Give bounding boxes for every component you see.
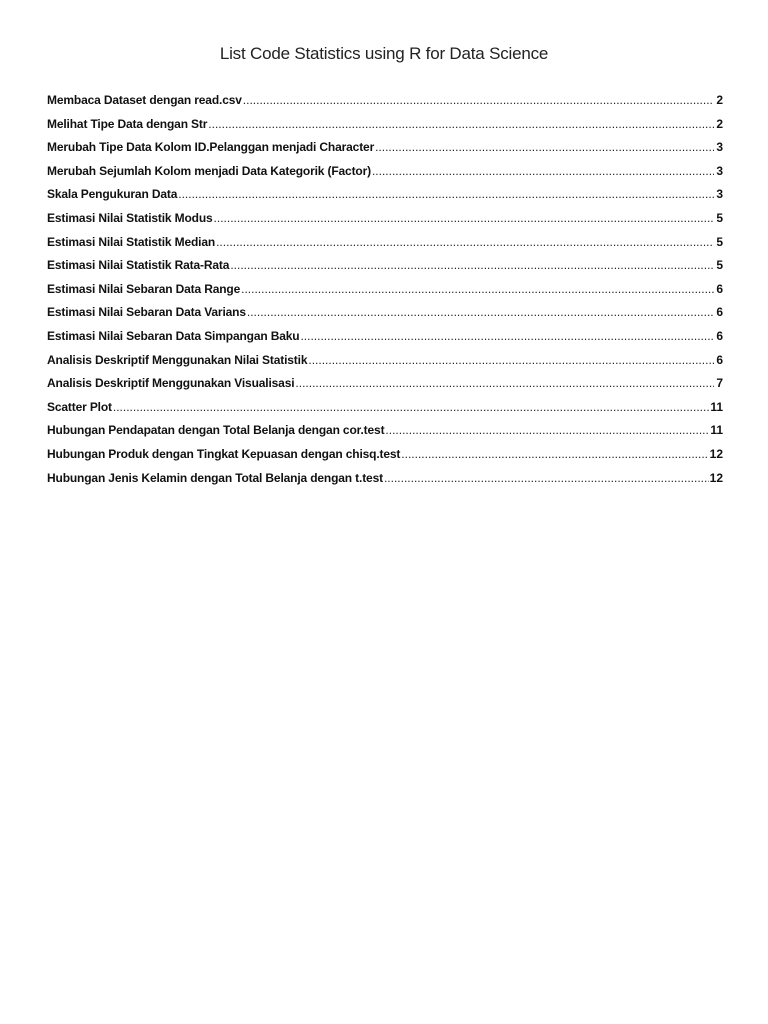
toc-entry-label: Merubah Sejumlah Kolom menjadi Data Kategorik (Factor) [47,163,371,178]
toc-entry[interactable] [47,258,723,282]
toc-entry-label: Estimasi Nilai Sebaran Data Varians [47,305,246,320]
toc-dot-leader [216,235,714,249]
toc-entry-label: Estimasi Nilai Sebaran Data Simpangan Baku [47,328,300,343]
toc-entry-label: Merubah Tipe Data Kolom ID.Pelanggan menjadi Character [47,140,375,155]
toc-entry-page: 11 [710,399,723,414]
toc-entry[interactable] [47,423,723,447]
toc-dot-leader [295,376,714,390]
toc-entry[interactable] [47,187,723,211]
toc-entry-page: 3 [716,163,723,178]
toc-entry-label: Estimasi Nilai Statistik Rata-Rata [47,258,230,273]
toc-entry-page: 12 [709,470,723,485]
document-title: List Code Statistics using R for Data Science [219,44,549,63]
toc-dot-leader [113,400,709,414]
toc-entry-page: 6 [716,352,723,367]
toc-dot-leader [401,447,708,461]
toc-entry[interactable] [47,305,723,329]
toc-dot-leader [308,353,714,367]
toc-entry[interactable] [47,329,723,353]
toc-dot-leader [241,282,714,296]
toc-entry-label: Melihat Tipe Data dengan Str [47,116,208,131]
toc-entry-label: Estimasi Nilai Sebaran Data Range [47,281,241,296]
toc-entry-page: 11 [710,423,723,438]
toc-entry[interactable] [47,235,723,259]
toc-entry-page: 5 [716,258,723,273]
toc-entry-page: 12 [709,446,723,461]
toc-dot-leader [230,258,714,272]
toc-entry-label: Hubungan Jenis Kelamin dengan Total Belanja dengan t.test [47,470,383,485]
toc-entry-page: 6 [716,328,723,343]
toc-entry[interactable] [47,353,723,377]
toc-entry-label: Membaca Dataset dengan read.csv [47,93,242,107]
toc-entry[interactable] [47,211,723,235]
toc-entry-page: 7 [716,376,723,391]
toc-dot-leader [372,164,714,178]
toc-entry-label: Analisis Deskriptif Menggunakan Visualisasi [47,376,295,391]
toc-dot-leader [375,140,714,154]
toc-dot-leader [214,211,714,225]
toc-entry[interactable] [47,447,723,471]
toc-entry[interactable] [47,400,723,424]
toc-entry[interactable] [47,376,723,400]
toc-entry[interactable] [47,140,723,164]
toc-entry-page: 2 [716,116,723,131]
toc-entry-page: 6 [716,305,723,320]
toc-entry-label: Estimasi Nilai Statistik Modus [47,210,213,225]
toc-dot-leader [384,471,709,485]
toc-entry-page: 6 [716,281,723,296]
toc-dot-leader [247,305,714,319]
toc-entry-label: Estimasi Nilai Statistik Median [47,234,216,249]
toc-entry[interactable] [47,93,723,117]
toc-dot-leader [300,329,714,343]
toc-entry-label: Skala Pengukuran Data [47,187,178,202]
toc-entry[interactable] [47,471,723,495]
toc-entry-label: Analisis Deskriptif Menggunakan Nilai Statistik [47,352,308,367]
toc-entry-label: Hubungan Produk dengan Tingkat Kepuasan dengan chisq.test [47,446,401,461]
toc-dot-leader [178,187,714,201]
toc-entry[interactable] [47,164,723,188]
table-of-contents [47,93,723,494]
toc-entry-label: Scatter Plot [47,399,112,414]
toc-entry-page: 3 [716,187,723,202]
toc-dot-leader [243,93,714,107]
toc-entry-page: 5 [716,210,723,225]
toc-entry-label: Hubungan Pendapatan dengan Total Belanja dengan cor.test [47,423,385,438]
toc-entry-page: 5 [716,234,723,249]
toc-entry-page: 2 [716,93,723,107]
toc-entry[interactable] [47,117,723,141]
toc-dot-leader [208,117,714,131]
toc-dot-leader [385,423,709,437]
toc-entry-page: 3 [716,140,723,155]
toc-entry[interactable] [47,282,723,306]
